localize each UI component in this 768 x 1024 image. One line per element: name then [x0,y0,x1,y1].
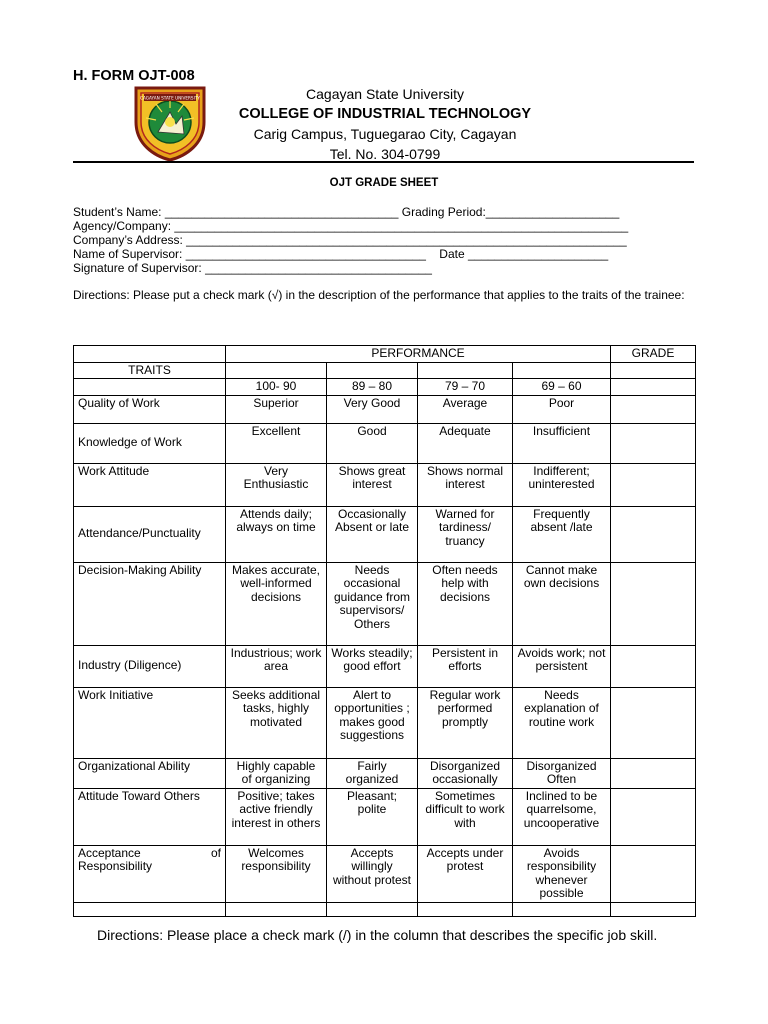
student-name-field[interactable]: Student’s Name: ___________________________________ Grading Period:____________________ [73,205,620,219]
rating-cell[interactable]: Accepts under protest [418,845,513,902]
grade-cell[interactable] [611,788,696,845]
grade-cell[interactable] [611,506,696,562]
rating-cell[interactable]: Insufficient [513,423,611,463]
rating-cell[interactable]: Fairly organized [327,758,418,788]
rating-cell[interactable]: Makes accurate, well-informed decisions [226,562,327,645]
table-header-row [74,362,696,379]
table-row [74,845,696,902]
performance-header: PERFORMANCE [226,346,611,363]
table-row [74,506,696,562]
trait-cell: Attendance/Punctuality [74,506,226,562]
trait-cell: Industry (Diligence) [74,645,226,687]
rating-cell[interactable]: Regular work performed promptly [418,687,513,758]
trait-cell: Organizational Ability [74,758,226,788]
blank-row [74,902,696,916]
rating-cell[interactable]: Seeks additional tasks, highly motivated [226,687,327,758]
range-cell: 69 – 60 [513,379,611,396]
range-cell: 79 – 70 [418,379,513,396]
rating-cell[interactable]: Excellent [226,423,327,463]
grade-cell[interactable] [611,845,696,902]
grade-cell[interactable] [611,758,696,788]
rating-cell[interactable]: Positive; takes active friendly interest in others [226,788,327,845]
directions-bottom: Directions: Please place a check mark (/) in the column that describes the specific job skill. [97,927,658,943]
rating-cell[interactable]: Adequate [418,423,513,463]
supervisor-name-field[interactable]: Name of Supervisor: ____________________________________ Date _____________________ [73,247,609,261]
rating-cell[interactable]: Superior [226,395,327,423]
trait-cell: Acceptance of Responsibility [74,845,226,902]
company-address-field[interactable]: Company’s Address: __________________________________________________________________ [73,233,627,247]
table-row [74,395,696,423]
rating-cell[interactable]: Accepts willingly without protest [327,845,418,902]
rating-cell[interactable]: Inclined to be quarrelsome, uncooperative [513,788,611,845]
student-info-fields [73,205,713,275]
grade-cell[interactable] [611,562,696,645]
form-code: H. FORM OJT-008 [73,68,195,84]
rating-cell[interactable]: Persistent in efforts [418,645,513,687]
grade-cell[interactable] [611,687,696,758]
rating-cell[interactable]: Works steadily; good effort [327,645,418,687]
rating-cell[interactable]: Very Good [327,395,418,423]
table-row [74,463,696,506]
trait-cell: Work Initiative [74,687,226,758]
trait-cell: Attitude Toward Others [74,788,226,845]
university-name: Cagayan State University [306,86,464,102]
university-seal-logo [132,84,208,162]
rating-cell[interactable]: Poor [513,395,611,423]
college-name: COLLEGE OF INDUSTRIAL TECHNOLOGY [238,106,532,122]
table-row [74,562,696,645]
range-row [74,379,696,396]
trait-cell: Knowledge of Work [74,423,226,463]
rating-cell[interactable]: Shows normal interest [418,463,513,506]
rating-cell[interactable]: Average [418,395,513,423]
svg-text:CAGAYAN STATE UNIVERSITY: CAGAYAN STATE UNIVERSITY [140,95,200,101]
trait-cell: Work Attitude [74,463,226,506]
grade-cell[interactable] [611,423,696,463]
supervisor-signature-field[interactable]: Signature of Supervisor: __________________________________ [73,261,432,275]
rating-cell[interactable]: Needs explanation of routine work [513,687,611,758]
rating-cell[interactable]: Very Enthusiastic [226,463,327,506]
trait-cell: Quality of Work [74,395,226,423]
directions-top: Directions: Please put a check mark (√) in the description of the performance that applies to the traits of the trainee: [73,288,685,302]
grade-cell[interactable] [611,395,696,423]
rating-cell[interactable]: Good [327,423,418,463]
campus-address: Carig Campus, Tuguegarao City, Cagayan [253,126,517,142]
table-row [74,645,696,687]
range-cell: 89 – 80 [327,379,418,396]
rating-cell[interactable]: Welcomes responsibility [226,845,327,902]
rating-cell[interactable]: Cannot make own decisions [513,562,611,645]
rating-cell[interactable]: Disorganized Often [513,758,611,788]
rating-cell[interactable]: Occasionally Absent or late [327,506,418,562]
rating-cell[interactable]: Highly capable of organizing [226,758,327,788]
rating-cell[interactable]: Industrious; work area [226,645,327,687]
table-row [74,788,696,845]
rating-cell[interactable]: Sometimes difficult to work with [418,788,513,845]
rating-cell[interactable]: Frequently absent /late [513,506,611,562]
table-row [74,687,696,758]
page-header [215,84,555,164]
grade-cell[interactable] [611,463,696,506]
rating-cell[interactable]: Attends daily; always on time [226,506,327,562]
telephone-number: Tel. No. 304-0799 [329,146,441,162]
table-header-row [74,346,696,363]
rating-cell[interactable]: Needs occasional guidance from supervisors/ Others [327,562,418,645]
rating-cell[interactable]: Indifferent; uninterested [513,463,611,506]
rating-cell[interactable]: Warned for tardiness/ truancy [418,506,513,562]
header-divider [73,161,694,163]
sheet-title: OJT GRADE SHEET [329,177,439,189]
rating-cell[interactable]: Shows great interest [327,463,418,506]
table-row [74,758,696,788]
rating-cell[interactable]: Avoids responsibility whenever possible [513,845,611,902]
table-row [74,423,696,463]
rating-cell[interactable]: Avoids work; not persistent [513,645,611,687]
grade-cell[interactable] [611,645,696,687]
traits-header: TRAITS [74,362,226,379]
ojt-grade-table [73,345,696,917]
range-cell: 100- 90 [226,379,327,396]
rating-cell[interactable]: Often needs help with decisions [418,562,513,645]
trait-cell: Decision-Making Ability [74,562,226,645]
rating-cell[interactable]: Pleasant; polite [327,788,418,845]
rating-cell[interactable]: Alert to opportunities ; makes good suggestions [327,687,418,758]
rating-cell[interactable]: Disorganized occasionally [418,758,513,788]
grade-header: GRADE [611,346,696,363]
agency-company-field[interactable]: Agency/Company: ____________________________________________________________________ [73,219,629,233]
